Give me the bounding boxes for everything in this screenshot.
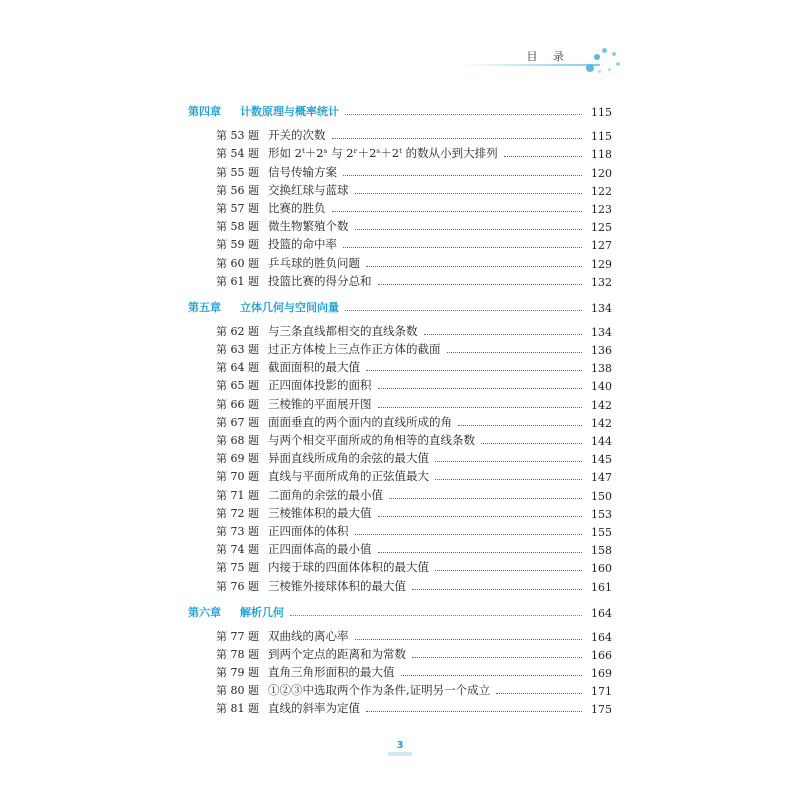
page-ref: 164 [591,606,612,620]
toc-item-row[interactable] [188,252,612,270]
page-ref: 118 [591,148,612,162]
dot-leader [378,515,583,517]
toc-chapter-row[interactable] [188,295,612,315]
item-number: 第 58 题 [216,220,259,234]
toc-item-row[interactable] [188,644,612,662]
dot-leader [290,614,582,616]
toc-item-row[interactable] [188,575,612,593]
dot-leader [378,283,583,285]
item-number: 第 72 题 [216,506,259,520]
page-ref: 115 [591,106,612,119]
header-decor-line [460,64,600,66]
item-title: 正四面体投影的面积 [268,378,372,393]
item-title: 截面面积的最大值 [268,360,360,375]
dot-leader [435,460,582,462]
item-number: 第 64 题 [216,361,259,375]
item-number: 第 63 题 [216,343,259,357]
item-title: 微生物繁殖个数 [268,219,349,234]
item-number: 第 66 题 [216,397,259,411]
item-title: 乒乓球的胜负问题 [268,255,360,270]
toc-item-row[interactable] [188,448,612,466]
item-number: 第 76 题 [216,579,259,593]
item-number: 第 62 题 [216,324,259,338]
page-ref: 136 [591,344,612,358]
page-ref: 138 [591,362,612,376]
page-ref: 129 [591,257,612,271]
item-title: 直线的斜率为定值 [268,701,360,716]
item-title: 双曲线的离心率 [268,628,349,643]
dot-leader [366,265,582,267]
page-ref: 164 [591,630,612,644]
item-title: 过正方体棱上三点作正方体的截面 [268,342,441,357]
footer-decor-bar [388,752,412,756]
dot-leader [366,369,582,371]
page-ref: 142 [591,398,612,412]
toc-item-row[interactable] [188,539,612,557]
page-ref: 150 [591,489,612,503]
page-ref: 115 [591,130,612,144]
page-footer [388,740,412,756]
toc-item-row[interactable] [188,321,612,339]
page-ref: 144 [591,435,612,448]
dot-leader [458,424,582,426]
dot-leader [412,588,582,590]
chapter-title: 立体几何与空间向量 [240,300,339,314]
dot-leader [345,309,582,311]
dot-leader [345,113,582,115]
page-ref: 134 [591,325,612,339]
toc-item-row[interactable] [188,339,612,357]
item-title: 比赛的胜负 [268,200,326,215]
page-ref: 147 [591,471,612,485]
item-number: 第 54 题 [216,147,259,161]
dot-leader [447,351,583,353]
item-title: 异面直线所成角的余弦的最大值 [268,451,429,466]
toc-item-row[interactable] [188,662,612,680]
item-title: 与两个相交平面所成的角相等的直线条数 [268,433,475,447]
page-ref: 127 [591,239,612,253]
item-title: 面面垂直的两个面内的直线所成的角 [268,414,452,429]
dot-leader [412,656,582,658]
chapter-number: 第六章 [188,605,221,619]
toc-item-row[interactable] [188,216,612,234]
dot-leader [424,333,583,335]
toc-chapter-row[interactable] [188,99,612,119]
item-title: 正四面体的体积 [268,523,349,538]
toc-item-row[interactable] [188,198,612,216]
item-number: 第 78 题 [216,647,259,661]
dot-leader [401,674,583,676]
dot-leader [343,174,582,176]
item-number: 第 73 题 [216,524,259,538]
item-title: 直线与平面所成角的正弦值最大 [268,469,429,484]
item-number: 第 60 题 [216,256,259,270]
page-ref: 161 [591,580,612,594]
dot-leader [378,551,583,553]
item-title: 与三条直线都相交的直线条数 [268,323,418,338]
toc-item-row[interactable] [188,430,612,448]
dot-leader [378,387,583,389]
page-ref: 123 [591,202,612,216]
item-number: 第 70 题 [216,470,259,484]
item-title: 正四面体高的最小值 [268,542,372,557]
dot-leader [366,710,582,712]
item-title: 直角三角形面积的最大值 [268,665,395,680]
page-ref: 166 [591,648,612,662]
toc-item-row[interactable] [188,143,612,161]
dot-leader [355,533,583,535]
chapter-title: 解析几何 [240,605,284,619]
header-dots-decoration [580,42,630,82]
page-ref: 153 [591,507,612,521]
toc-item-row[interactable] [188,484,612,502]
dot-leader [355,228,583,230]
dot-leader [378,406,583,408]
dot-leader [496,692,582,694]
header-title: 目 录 [526,50,570,63]
item-number: 第 56 题 [216,183,259,197]
chapter-title: 计数原理与概率统计 [240,105,339,118]
page-number: 3 [396,740,404,751]
item-number: 第 53 题 [216,129,259,143]
page-ref: 142 [591,416,612,430]
page-ref: 145 [591,453,612,467]
item-title: ①②③中选取两个作为条件,证明另一个成立 [268,683,491,698]
toc-item-row[interactable] [188,125,612,143]
item-number: 第 69 题 [216,452,259,466]
toc-item-row[interactable] [188,680,612,698]
toc-item-row[interactable] [188,557,612,575]
item-title: 信号传输方案 [268,164,337,179]
item-number: 第 57 题 [216,201,259,215]
page-ref: 120 [591,166,612,180]
toc-item-row[interactable] [188,161,612,179]
item-title: 到两个定点的距离和为常数 [268,646,406,661]
item-number: 第 67 题 [216,415,259,429]
page-ref: 122 [591,184,612,198]
page-header [440,42,630,82]
table-of-contents [188,93,612,716]
toc-item-row[interactable] [188,234,612,252]
item-title: 投篮比赛的得分总和 [268,273,372,288]
item-number: 第 65 题 [216,379,259,393]
dot-leader [355,192,583,194]
page-ref: 171 [591,685,612,699]
dot-leader [355,638,583,640]
item-title: 三棱锥外接球体积的最大值 [268,578,406,593]
item-number: 第 68 题 [216,434,259,447]
item-title: 三棱锥的平面展开图 [268,396,372,411]
page-ref: 169 [591,667,612,681]
item-number: 第 71 题 [216,488,259,502]
item-number: 第 61 题 [216,274,259,288]
dot-leader [332,210,583,212]
page-ref: 158 [591,544,612,558]
toc-item-row[interactable] [188,466,612,484]
item-title: 形如 2ᵗ＋2ˢ 与 2ʳ＋2ˢ＋2ᵗ 的数从小到大排列 [268,146,498,161]
page-ref: 175 [591,703,612,717]
item-number: 第 74 题 [216,543,259,557]
item-title: 三棱锥体积的最大值 [268,505,372,520]
toc-item-row[interactable] [188,393,612,411]
dot-leader [504,155,582,157]
item-title: 投篮的命中率 [268,237,337,252]
toc-item-row[interactable] [188,698,612,716]
chapter-number: 第四章 [188,105,221,118]
dot-leader [435,478,582,480]
toc-item-row[interactable] [188,375,612,393]
dot-leader [332,137,583,139]
page-ref: 134 [591,301,612,315]
dot-leader [389,497,582,499]
item-number: 第 81 题 [216,702,259,716]
toc-chapter-row[interactable] [188,600,612,620]
item-number: 第 80 题 [216,684,259,698]
page-ref: 132 [591,275,612,289]
dot-leader [435,569,582,571]
item-number: 第 77 题 [216,629,259,643]
toc-item-row[interactable] [188,521,612,539]
page-ref: 155 [591,525,612,539]
item-title: 二面角的余弦的最小值 [268,487,383,502]
toc-item-row[interactable] [188,503,612,521]
dot-leader [481,442,582,444]
item-number: 第 79 题 [216,666,259,680]
item-title: 开关的次数 [268,128,326,143]
item-number: 第 59 题 [216,238,259,252]
page-ref: 125 [591,221,612,235]
toc-item-row[interactable] [188,626,612,644]
page-ref: 160 [591,562,612,576]
item-number: 第 75 题 [216,561,259,575]
item-title: 内接于球的四面体体积的最大值 [268,560,429,575]
page-ref: 140 [591,380,612,394]
toc-item-row[interactable] [188,412,612,430]
toc-item-row[interactable] [188,180,612,198]
dot-leader [343,246,582,248]
toc-item-row[interactable] [188,357,612,375]
toc-item-row[interactable] [188,271,612,289]
item-title: 交换红球与蓝球 [268,182,349,197]
chapter-number: 第五章 [188,300,221,314]
item-number: 第 55 题 [216,165,259,179]
